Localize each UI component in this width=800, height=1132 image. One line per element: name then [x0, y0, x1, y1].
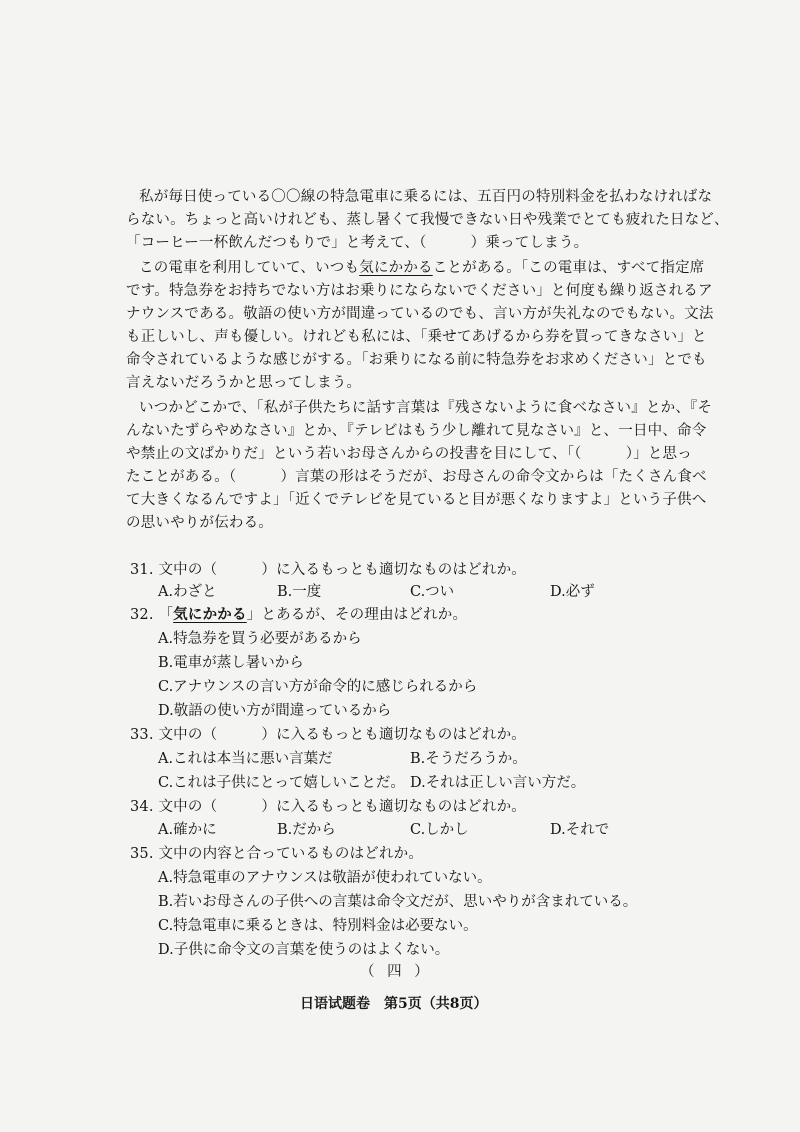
passage-line: んないたずらやめなさい』とか、『テレビはもう少し離れて見なさい』と、一日中、命令 — [126, 423, 707, 439]
passage-line: いつかどこかで、「私が子供たちに話す言葉は『残さないように食べなさい』とか、『そ — [139, 400, 713, 416]
option-c[interactable]: C.しかし — [410, 822, 469, 838]
question-stem: 33. 文中の（ ）に入るもっとも適切なものはどれか。 — [130, 727, 526, 743]
underlined-phrase: 気にかかる — [359, 260, 433, 276]
option-d[interactable]: D.必ず — [550, 584, 595, 600]
question-text: 」とあるが、その理由はどれか。 — [246, 607, 468, 623]
section-label: （ 四 ） — [360, 964, 433, 980]
option-a[interactable]: A.これは本当に悪い言葉だ — [158, 751, 333, 767]
option-a[interactable]: A.わざと — [158, 584, 217, 600]
underlined-phrase: 気にかかる — [173, 606, 247, 623]
option-c[interactable]: C.アナウンスの言い方が命令的に感じられるから — [158, 679, 478, 695]
passage-line: て大きくなるんですよ」「近くでテレビを見ていると目が悪くなりますよ」という子供へ — [126, 492, 707, 508]
passage-line: も正しいし、声も優しい。けれども私には、「乗せてあげるから券を買ってきなさい」と — [126, 329, 707, 345]
passage-line: 言えないだろうかと思ってしまう。 — [126, 375, 362, 391]
question-stem: 31. 文中の（ ）に入るもっとも適切なものはどれか。 — [130, 562, 526, 578]
question-stem: 34. 文中の（ ）に入るもっとも適切なものはどれか。 — [130, 799, 526, 815]
question-stem: 35. 文中の内容と合っているものはどれか。 — [130, 846, 424, 862]
option-a[interactable]: A.特急券を買う必要があるから — [158, 631, 362, 647]
option-b[interactable]: B.一度 — [277, 584, 322, 600]
passage-line: 「コーヒー一杯飲んだつもりで」と考えて、（ ）乗ってしまう。 — [126, 235, 589, 251]
option-a[interactable]: A.確かに — [158, 822, 217, 838]
passage-line: の思いやりが伝わる。 — [126, 515, 273, 531]
passage-text: ことがある。「この電車は、すべて指定席 — [432, 260, 705, 276]
passage-line: たことがある。（ ）言葉の形はそうだが、お母さんの命令文からは「たくさん食べ — [126, 469, 707, 485]
question-stem — [130, 605, 467, 625]
option-a[interactable]: A.特急電車のアナウンスは敬語が使われていない。 — [158, 870, 492, 886]
option-c[interactable]: C.これは子供にとって嬉しいことだ。 — [158, 775, 405, 791]
passage-line: 命令されているような感じがする。「お乗りになる前に特急券をお求めください」とでも — [126, 352, 707, 368]
option-b[interactable]: B.電車が蒸し暑いから — [158, 655, 304, 671]
page-footer: 日语试题卷 第5页（共8页） — [300, 996, 488, 1012]
passage-text: この電車を利用していて、いつも — [139, 260, 360, 276]
option-c[interactable]: C.つい — [410, 584, 455, 600]
passage-line: ナウンスである。敬語の使い方が間違っているのでも、言い方が失礼なのでもない。文法 — [126, 306, 714, 322]
option-d[interactable]: D.それは正しい言い方だ。 — [410, 775, 586, 791]
passage-line: らない。ちょっと高いけれども、蒸し暑くて我慢できない日や残業でとても疲れた日など、 — [126, 212, 729, 228]
option-b[interactable]: B.だから — [277, 822, 336, 838]
question-number: 32. 「 — [130, 607, 174, 623]
option-b[interactable]: B.若いお母さんの子供への言葉は命令文だが、思いやりが含まれている。 — [158, 894, 638, 910]
option-d[interactable]: D.敬語の使い方が間違っているから — [158, 703, 392, 719]
option-d[interactable]: D.それで — [550, 822, 610, 838]
passage-line — [139, 258, 704, 278]
option-d[interactable]: D.子供に命令文の言葉を使うのはよくない。 — [158, 942, 450, 958]
passage-line: や禁止の文ばかりだ」という若いお母さんからの投書を目にして、「（ ）」と思っ — [126, 446, 692, 462]
option-c[interactable]: C.特急電車に乗るときは、特別料金は必要ない。 — [158, 918, 478, 934]
passage-line: 私が毎日使っている〇〇線の特急電車に乗るには、五百円の特別料金を払わなければな — [139, 189, 713, 205]
passage-line: です。特急券をお持ちでない方はお乗りにならないでください」と何度も繰り返されるア — [126, 283, 713, 299]
option-b[interactable]: B.そうだろうか。 — [410, 751, 527, 767]
